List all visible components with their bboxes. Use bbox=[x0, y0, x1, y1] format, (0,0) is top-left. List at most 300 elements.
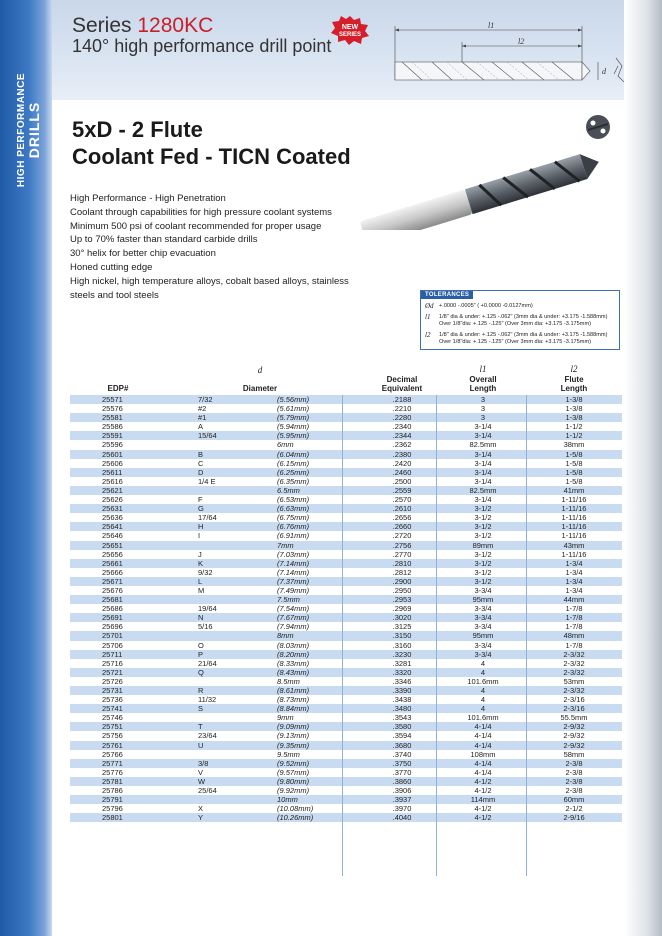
size-cell: 9/32 bbox=[198, 567, 213, 577]
mm-cell: (9.13mm) bbox=[277, 731, 310, 741]
column-divider bbox=[436, 395, 437, 876]
overall-length-cell: 3 bbox=[480, 395, 486, 404]
overall-length-cell: 95mm bbox=[472, 631, 494, 641]
overall-length-cell: 3-1/2 bbox=[474, 522, 492, 532]
size-cell: 21/64 bbox=[198, 658, 217, 668]
size-cell: 15/64 bbox=[198, 431, 217, 441]
edp-cell: 25761 bbox=[102, 740, 123, 750]
edp-cell: 25621 bbox=[102, 485, 123, 495]
edp-cell: 25596 bbox=[102, 440, 123, 450]
flute-length-cell: 2-3/8 bbox=[565, 767, 583, 777]
flute-length-cell: 1-3/4 bbox=[565, 558, 583, 568]
edp-cell: 25581 bbox=[102, 413, 123, 423]
badge-line1: NEW bbox=[341, 24, 359, 31]
decimal-cell: .3750 bbox=[392, 758, 412, 768]
flute-length-cell: 53mm bbox=[563, 676, 585, 686]
mm-cell: 9.5mm bbox=[277, 749, 300, 759]
flute-length-cell: 2-3/8 bbox=[565, 786, 583, 796]
edp-cell: 25616 bbox=[102, 476, 123, 486]
flute-length-cell: 58mm bbox=[563, 749, 585, 759]
drill-table bbox=[70, 395, 622, 822]
decimal-cell: .2812 bbox=[392, 567, 412, 577]
overall-length-cell: 95mm bbox=[472, 595, 494, 605]
series-code: 1280KC bbox=[137, 14, 214, 37]
table-row bbox=[70, 641, 622, 650]
overall-length-cell: 3 bbox=[480, 413, 486, 423]
overall-length-cell: 4-1/4 bbox=[474, 731, 492, 741]
table-row bbox=[70, 777, 622, 786]
table-row bbox=[70, 559, 622, 568]
mm-cell: 6mm bbox=[277, 440, 294, 450]
decimal-cell: .2340 bbox=[392, 422, 412, 432]
mm-cell: (5.56mm) bbox=[277, 395, 310, 404]
edp-cell: 25691 bbox=[102, 613, 123, 623]
drill-product-image bbox=[340, 110, 620, 230]
size-cell: 17/64 bbox=[198, 513, 217, 523]
table-row bbox=[70, 686, 622, 695]
decimal-cell: .2610 bbox=[392, 504, 412, 514]
decimal-cell: .2188 bbox=[392, 395, 412, 404]
edp-cell: 25756 bbox=[102, 731, 123, 741]
size-cell: M bbox=[198, 585, 205, 595]
flute-length-cell: 43mm bbox=[563, 540, 585, 550]
feature-item: Up to 70% faster than standard carbide drills bbox=[70, 234, 258, 246]
header-diameter: Diameter bbox=[242, 384, 278, 393]
table-row bbox=[70, 804, 622, 813]
table-row bbox=[70, 604, 622, 613]
mm-cell: (7.54mm) bbox=[277, 604, 310, 614]
flute-length-cell: 2-9/32 bbox=[563, 731, 585, 741]
table-row bbox=[70, 459, 622, 468]
overall-length-cell: 4-1/4 bbox=[474, 767, 492, 777]
edp-cell: 25706 bbox=[102, 640, 123, 650]
overall-length-cell: 3-3/4 bbox=[474, 604, 492, 614]
table-row bbox=[70, 731, 622, 740]
table-row bbox=[70, 704, 622, 713]
size-cell: O bbox=[198, 640, 204, 650]
flute-length-cell: 1-3/4 bbox=[565, 576, 583, 586]
size-cell: D bbox=[198, 467, 204, 477]
header-l2-symbol: l2 bbox=[570, 364, 578, 374]
decimal-cell: .2460 bbox=[392, 467, 412, 477]
decimal-cell: .2756 bbox=[392, 540, 412, 550]
overall-length-cell: 4-1/2 bbox=[474, 786, 492, 796]
table-row bbox=[70, 677, 622, 686]
overall-length-cell: 82.5mm bbox=[469, 485, 497, 495]
decimal-cell: .2420 bbox=[392, 458, 412, 468]
decimal-cell: .2900 bbox=[392, 576, 412, 586]
mm-cell: (6.75mm) bbox=[277, 513, 310, 523]
dim-l2-label: l2 bbox=[518, 37, 525, 46]
flute-length-cell: 1-7/8 bbox=[565, 622, 583, 632]
decimal-cell: .2210 bbox=[392, 404, 412, 414]
decimal-cell: .3580 bbox=[392, 722, 412, 732]
size-cell: N bbox=[198, 613, 204, 623]
flute-length-cell: 1-11/16 bbox=[561, 531, 587, 541]
new-series-badge bbox=[330, 15, 370, 45]
table-row bbox=[70, 622, 622, 631]
overall-length-cell: 3-3/4 bbox=[474, 613, 492, 623]
flute-length-cell: 2-3/32 bbox=[563, 658, 585, 668]
overall-length-cell: 4 bbox=[480, 686, 486, 695]
mm-cell: (7.14mm) bbox=[277, 567, 310, 577]
edp-cell: 25636 bbox=[102, 513, 123, 523]
table-row bbox=[70, 513, 622, 522]
flute-length-cell: 2-3/16 bbox=[563, 704, 585, 714]
overall-length-cell: 3-3/4 bbox=[474, 622, 492, 632]
size-cell: Q bbox=[198, 667, 204, 677]
flute-length-cell: 60mm bbox=[563, 795, 585, 805]
mm-cell: 8mm bbox=[277, 631, 294, 641]
edp-cell: 25796 bbox=[102, 804, 123, 814]
decimal-cell: .2810 bbox=[392, 558, 412, 568]
tolerance-symbol: l2 bbox=[425, 331, 431, 339]
size-cell: A bbox=[198, 422, 204, 432]
overall-length-cell: 3-1/2 bbox=[474, 576, 492, 586]
mm-cell: 8.5mm bbox=[277, 676, 300, 686]
table-header bbox=[70, 364, 622, 394]
decimal-cell: .3320 bbox=[392, 667, 412, 677]
table-row bbox=[70, 750, 622, 759]
edp-cell: 25696 bbox=[102, 622, 123, 632]
table-row bbox=[70, 522, 622, 531]
flute-length-cell: 1-1/2 bbox=[565, 431, 583, 441]
mm-cell: (5.94mm) bbox=[277, 422, 310, 432]
product-title-line1: 5xD - 2 Flute bbox=[72, 117, 203, 142]
table-row bbox=[70, 440, 622, 449]
mm-cell: (6.53mm) bbox=[277, 495, 310, 505]
size-cell: 7/32 bbox=[198, 395, 213, 404]
flute-length-cell: 1-7/8 bbox=[565, 640, 583, 650]
edp-cell: 25641 bbox=[102, 522, 123, 532]
size-cell: J bbox=[198, 549, 202, 559]
drill-dimension-drawing bbox=[392, 18, 632, 88]
mm-cell: (9.35mm) bbox=[277, 740, 310, 750]
edp-cell: 25661 bbox=[102, 558, 123, 568]
overall-length-cell: 4 bbox=[480, 667, 486, 677]
table-row bbox=[70, 786, 622, 795]
overall-length-cell: 89mm bbox=[472, 540, 494, 550]
decimal-cell: .3860 bbox=[392, 776, 412, 786]
overall-length-cell: 4-1/4 bbox=[474, 722, 492, 732]
edp-cell: 25666 bbox=[102, 567, 123, 577]
table-row bbox=[70, 768, 622, 777]
flute-length-cell: 1-3/8 bbox=[565, 404, 583, 414]
flute-length-cell: 2-9/32 bbox=[563, 740, 585, 750]
overall-length-cell: 114mm bbox=[470, 795, 496, 805]
table-row bbox=[70, 741, 622, 750]
table-row bbox=[70, 395, 622, 404]
mm-cell: 7mm bbox=[277, 540, 294, 550]
table-row bbox=[70, 813, 622, 822]
flute-length-cell: 1-11/16 bbox=[561, 504, 587, 514]
size-cell: L bbox=[198, 576, 203, 586]
mm-cell: (8.61mm) bbox=[277, 686, 310, 695]
header-l1-symbol: l1 bbox=[479, 364, 487, 374]
size-cell: S bbox=[198, 704, 204, 714]
dim-d-label: d bbox=[602, 67, 606, 76]
overall-length-cell: 3-1/4 bbox=[474, 495, 492, 505]
badge-line2: SERIES bbox=[338, 32, 362, 38]
size-cell: 25/64 bbox=[198, 786, 217, 796]
edp-cell: 25716 bbox=[102, 658, 123, 668]
decimal-cell: .4040 bbox=[392, 813, 412, 823]
feature-item: High nickel, high temperature alloys, cobalt based alloys, stainless steels and tool steels bbox=[70, 275, 349, 301]
overall-length-cell: 3-1/4 bbox=[474, 431, 492, 441]
decimal-cell: .3970 bbox=[392, 804, 412, 814]
edp-cell: 25671 bbox=[102, 576, 123, 586]
mm-cell: 6.5mm bbox=[277, 485, 300, 495]
overall-length-cell: 3-3/4 bbox=[474, 640, 492, 650]
edp-cell: 25601 bbox=[102, 449, 123, 459]
edp-cell: 25646 bbox=[102, 531, 123, 541]
decimal-cell: .2344 bbox=[392, 431, 412, 441]
size-cell: U bbox=[198, 740, 204, 750]
mm-cell: (5.79mm) bbox=[277, 413, 310, 423]
flute-length-cell: 2-3/32 bbox=[563, 649, 585, 659]
size-cell: Y bbox=[198, 813, 204, 823]
mm-cell: (6.35mm) bbox=[277, 476, 310, 486]
edp-cell: 25801 bbox=[102, 813, 123, 823]
table-row bbox=[70, 595, 622, 604]
column-divider bbox=[526, 395, 527, 876]
decimal-cell: .3543 bbox=[392, 713, 412, 723]
overall-length-cell: 4-1/4 bbox=[474, 740, 492, 750]
overall-length-cell: 3-1/2 bbox=[474, 558, 492, 568]
overall-length-cell: 3-1/2 bbox=[474, 504, 492, 514]
overall-length-cell: 4-1/2 bbox=[474, 804, 492, 814]
overall-length-cell: 3-1/4 bbox=[474, 476, 492, 486]
flute-length-cell: 1-7/8 bbox=[565, 613, 583, 623]
edp-cell: 25711 bbox=[102, 649, 123, 659]
mm-cell: (8.43mm) bbox=[277, 667, 310, 677]
overall-length-cell: 3-1/2 bbox=[474, 513, 492, 523]
flute-length-cell: 1-3/8 bbox=[565, 413, 583, 423]
flute-length-cell: 2-9/16 bbox=[563, 813, 585, 823]
decimal-cell: .2950 bbox=[392, 585, 412, 595]
flute-length-cell: 1-5/8 bbox=[565, 476, 583, 486]
flute-length-cell: 1-5/8 bbox=[565, 449, 583, 459]
table-row bbox=[70, 722, 622, 731]
header-equivalent: Equivalent bbox=[381, 384, 423, 393]
size-cell: 11/32 bbox=[198, 695, 217, 705]
decimal-cell: .3480 bbox=[392, 704, 412, 714]
tolerance-text: Over 1/8"dia: +.125 -.125" (Over 3mm dia: +3.175 -3.175mm) bbox=[439, 321, 591, 327]
decimal-cell: .2362 bbox=[392, 440, 412, 450]
mm-cell: 7.5mm bbox=[277, 595, 300, 605]
overall-length-cell: 3-1/4 bbox=[474, 422, 492, 432]
mm-cell: (5.95mm) bbox=[277, 431, 310, 441]
size-cell: R bbox=[198, 686, 204, 695]
edp-cell: 25741 bbox=[102, 704, 123, 714]
flute-length-cell: 55.5mm bbox=[560, 713, 588, 723]
decimal-cell: .3150 bbox=[392, 631, 412, 641]
mm-cell: (6.15mm) bbox=[277, 458, 310, 468]
size-cell: G bbox=[198, 504, 204, 514]
decimal-cell: .2559 bbox=[392, 485, 412, 495]
overall-length-cell: 3-1/2 bbox=[474, 531, 492, 541]
size-cell: H bbox=[198, 522, 204, 532]
header-d-symbol: d bbox=[257, 365, 263, 375]
edp-cell: 25791 bbox=[102, 795, 123, 805]
flute-length-cell: 1-5/8 bbox=[565, 467, 583, 477]
table-row bbox=[70, 413, 622, 422]
flute-length-cell: 38mm bbox=[563, 440, 585, 450]
tolerance-text: 1/8" dia & under: +.125 -.062" (3mm dia & under: +3.175 -1.588mm) bbox=[439, 314, 608, 320]
table-row bbox=[70, 695, 622, 704]
overall-length-cell: 4 bbox=[480, 695, 486, 705]
flute-length-cell: 48mm bbox=[563, 631, 585, 641]
overall-length-cell: 108mm bbox=[470, 749, 496, 759]
size-cell: 1/4 E bbox=[198, 476, 216, 486]
flute-length-cell: 1-11/16 bbox=[561, 522, 587, 532]
column-divider bbox=[342, 395, 343, 876]
edp-cell: 25676 bbox=[102, 585, 123, 595]
table-row bbox=[70, 495, 622, 504]
decimal-cell: .3740 bbox=[392, 749, 412, 759]
tolerance-symbol: Ød bbox=[425, 302, 434, 310]
overall-length-cell: 3-3/4 bbox=[474, 649, 492, 659]
edp-cell: 25651 bbox=[102, 540, 123, 550]
size-cell: I bbox=[198, 531, 201, 541]
decimal-cell: .2720 bbox=[392, 531, 412, 541]
side-tab bbox=[0, 0, 52, 936]
tolerance-text: Over 1/8"dia: +.125 -.125" (Over 3mm dia: +3.175 -3.175mm) bbox=[439, 339, 591, 345]
mm-cell: (8.73mm) bbox=[277, 695, 310, 705]
edp-cell: 25781 bbox=[102, 776, 123, 786]
flute-length-cell: 1-11/16 bbox=[561, 513, 587, 523]
overall-length-cell: 3-1/4 bbox=[474, 467, 492, 477]
mm-cell: (9.80mm) bbox=[277, 776, 310, 786]
table-row bbox=[70, 631, 622, 640]
mm-cell: (6.91mm) bbox=[277, 531, 310, 541]
decimal-cell: .3680 bbox=[392, 740, 412, 750]
mm-cell: 10mm bbox=[277, 795, 298, 805]
edp-cell: 25766 bbox=[102, 749, 123, 759]
mm-cell: (8.84mm) bbox=[277, 704, 310, 714]
feature-list bbox=[70, 192, 350, 302]
tolerance-text: 1/8" dia & under: +.125 -.062" (3mm dia & under: +3.175 -1.588mm) bbox=[439, 332, 608, 338]
edp-cell: 25746 bbox=[102, 713, 123, 723]
decimal-cell: .3770 bbox=[392, 767, 412, 777]
table-row bbox=[70, 422, 622, 431]
table-row bbox=[70, 650, 622, 659]
table-row bbox=[70, 568, 622, 577]
mm-cell: (8.33mm) bbox=[277, 658, 310, 668]
size-cell: P bbox=[198, 649, 204, 659]
table-row bbox=[70, 450, 622, 459]
edp-cell: 25656 bbox=[102, 549, 123, 559]
edp-cell: 25681 bbox=[102, 595, 123, 605]
flute-length-cell: 1-3/4 bbox=[565, 585, 583, 595]
size-cell: W bbox=[198, 776, 206, 786]
size-cell: 23/64 bbox=[198, 731, 217, 741]
overall-length-cell: 101.6mm bbox=[467, 713, 499, 723]
mm-cell: (5.61mm) bbox=[277, 404, 310, 414]
edp-cell: 25731 bbox=[102, 686, 123, 695]
header-flute: Flute bbox=[564, 375, 584, 384]
flute-length-cell: 1-11/16 bbox=[561, 549, 587, 559]
overall-length-cell: 3-3/4 bbox=[474, 585, 492, 595]
table-row bbox=[70, 550, 622, 559]
flute-length-cell: 1-11/16 bbox=[561, 495, 587, 505]
flute-length-cell: 44mm bbox=[563, 595, 585, 605]
header-overall-length: Length bbox=[469, 384, 497, 393]
size-cell: X bbox=[198, 804, 204, 814]
edp-cell: 25776 bbox=[102, 767, 123, 777]
size-cell: B bbox=[198, 449, 204, 459]
decimal-cell: .3125 bbox=[392, 622, 412, 632]
edp-cell: 25771 bbox=[102, 758, 123, 768]
edp-cell: 25576 bbox=[102, 404, 123, 414]
flute-length-cell: 1-3/8 bbox=[565, 395, 583, 404]
decimal-cell: .2660 bbox=[392, 522, 412, 532]
mm-cell: 9mm bbox=[277, 713, 294, 723]
side-tab-line2: DRILLS bbox=[26, 101, 42, 159]
mm-cell: (7.49mm) bbox=[277, 585, 310, 595]
flute-length-cell: 2-9/32 bbox=[563, 722, 585, 732]
feature-item: Honed cutting edge bbox=[70, 261, 153, 273]
size-cell: C bbox=[198, 458, 204, 468]
size-cell: F bbox=[198, 495, 203, 505]
table-row bbox=[70, 431, 622, 440]
product-title-line2: Coolant Fed - TICN Coated bbox=[72, 144, 351, 169]
mm-cell: (7.94mm) bbox=[277, 622, 310, 632]
table-row bbox=[70, 477, 622, 486]
table-row bbox=[70, 759, 622, 768]
size-cell: 3/8 bbox=[198, 758, 209, 768]
mm-cell: (7.03mm) bbox=[277, 549, 310, 559]
mm-cell: (6.04mm) bbox=[277, 449, 310, 459]
edp-cell: 25606 bbox=[102, 458, 123, 468]
mm-cell: (7.37mm) bbox=[277, 576, 310, 586]
decimal-cell: .2570 bbox=[392, 495, 412, 505]
table-row bbox=[70, 713, 622, 722]
edp-cell: 25586 bbox=[102, 422, 123, 432]
mm-cell: (9.57mm) bbox=[277, 767, 310, 777]
size-cell: T bbox=[198, 722, 203, 732]
mm-cell: (9.92mm) bbox=[277, 786, 310, 796]
size-cell: #1 bbox=[198, 413, 207, 423]
page-edge-shade bbox=[624, 0, 662, 936]
mm-cell: (6.25mm) bbox=[277, 467, 310, 477]
flute-length-cell: 2-3/8 bbox=[565, 758, 583, 768]
decimal-cell: .3281 bbox=[392, 658, 412, 668]
overall-length-cell: 3-1/4 bbox=[474, 458, 492, 468]
edp-cell: 25751 bbox=[102, 722, 123, 732]
mm-cell: (6.76mm) bbox=[277, 522, 310, 532]
decimal-cell: .2380 bbox=[392, 449, 412, 459]
edp-cell: 25786 bbox=[102, 786, 123, 796]
overall-length-cell: 4-1/2 bbox=[474, 813, 492, 823]
side-tab-label bbox=[15, 50, 45, 210]
feature-item: 30° helix for better chip evacuation bbox=[70, 248, 216, 260]
size-cell: #2 bbox=[198, 404, 207, 414]
table-row bbox=[70, 613, 622, 622]
decimal-cell: .3906 bbox=[392, 786, 412, 796]
table-row bbox=[70, 668, 622, 677]
mm-cell: (8.03mm) bbox=[277, 640, 310, 650]
flute-length-cell: 1-3/4 bbox=[565, 567, 583, 577]
mm-cell: (9.09mm) bbox=[277, 722, 310, 732]
mm-cell: (8.20mm) bbox=[277, 649, 310, 659]
edp-cell: 25736 bbox=[102, 695, 123, 705]
overall-length-cell: 3-1/2 bbox=[474, 567, 492, 577]
series-subtitle: 140° high performance drill point bbox=[72, 36, 332, 56]
table-row bbox=[70, 659, 622, 668]
mm-cell: (7.14mm) bbox=[277, 558, 310, 568]
flute-length-cell: 2-1/2 bbox=[565, 804, 583, 814]
